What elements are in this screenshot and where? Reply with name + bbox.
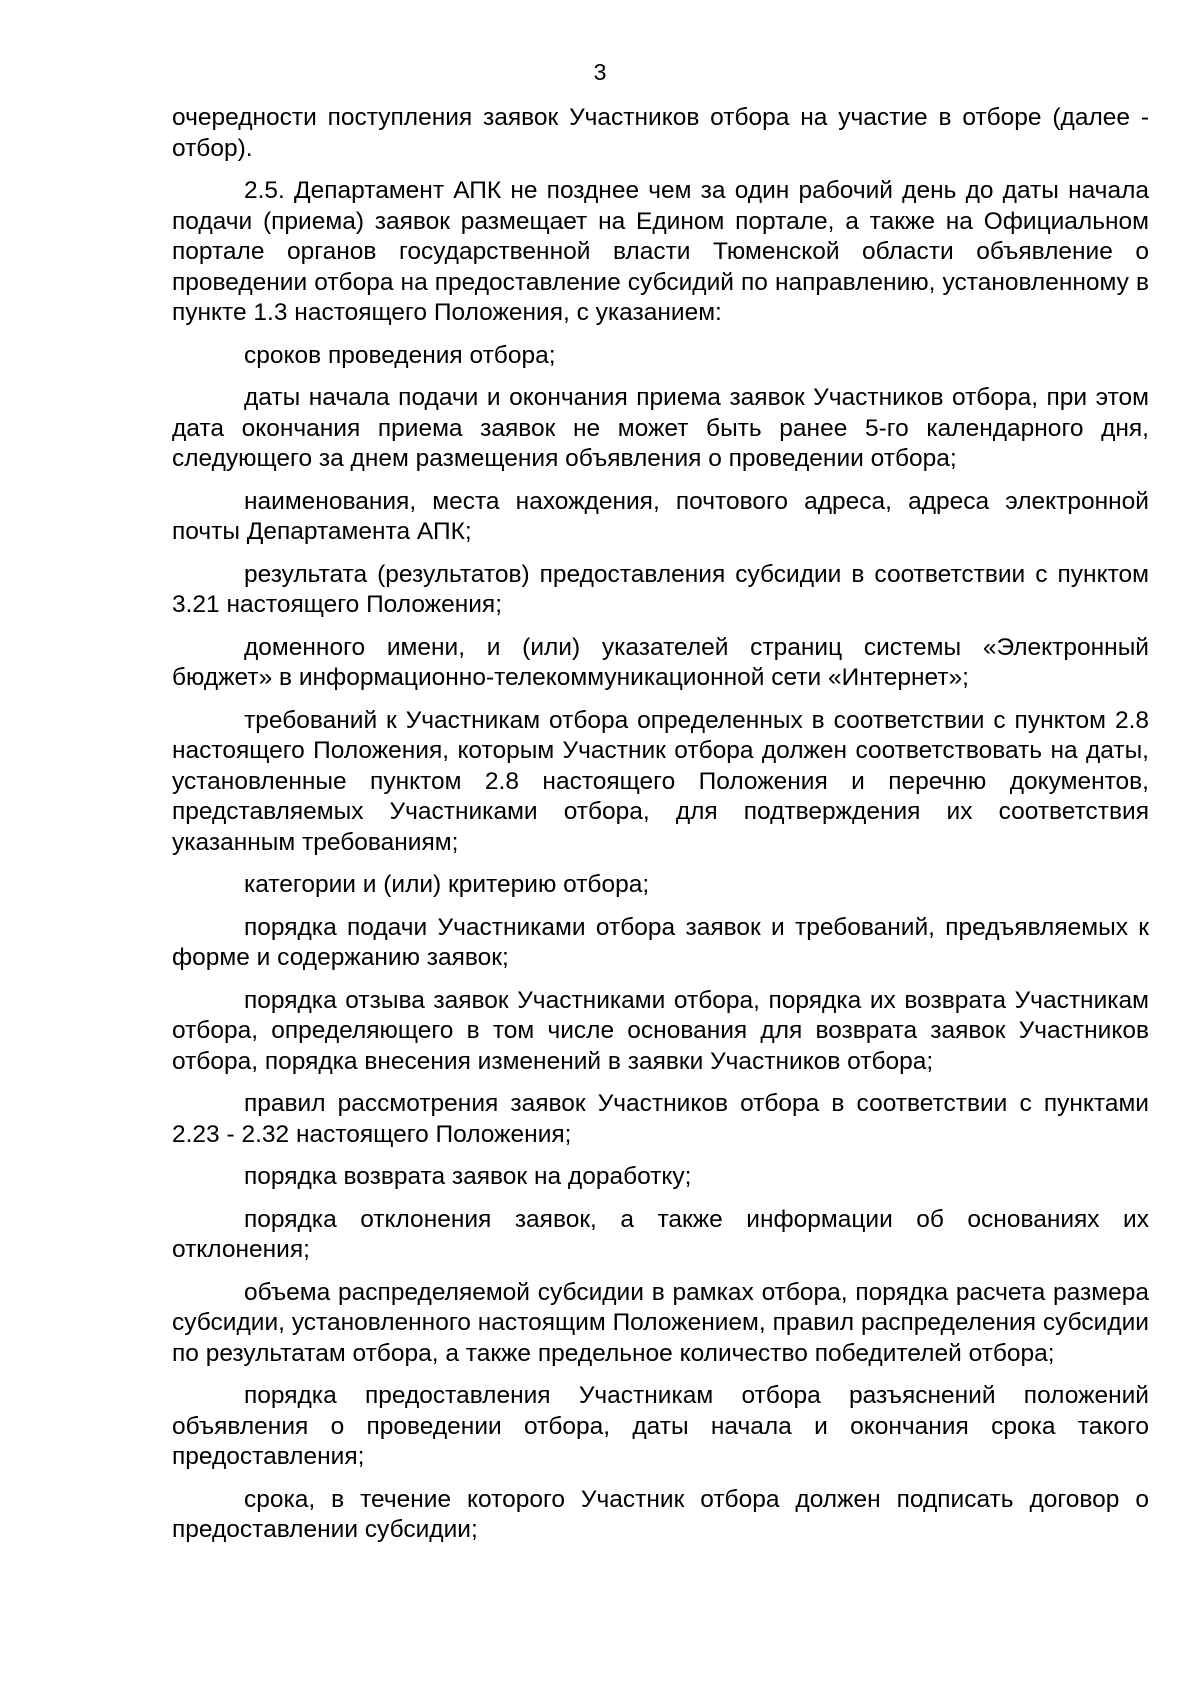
list-item: результата (результатов) предоставления субсидии в соответствии с пунктом 3.21 настоящего Положения;	[172, 560, 1149, 618]
paragraph-section-2-5: 2.5. Департамент АПК не позднее чем за один рабочий день до даты начала подачи (приема) заявок размещает на Едином портале, а также на Официальном портале органов государственной власти Тюменской области объявление о проведении отбора на предоставление субсидий по направлению, установленному в пункте 1.3 настоящего Положения, с указанием:	[172, 177, 1149, 326]
list-item: даты начала подачи и окончания приема заявок Участников отбора, при этом дата окончания приема заявок не может быть ранее 5-го календарного дня, следующего за днем размещения объявления о проведении отбора;	[172, 384, 1149, 472]
list-item: сроков проведения отбора;	[244, 341, 556, 369]
list-item: правил рассмотрения заявок Участников отбора в соответствии с пунктами 2.23 - 2.32 настоящего Положения;	[172, 1090, 1149, 1148]
list-item: срока, в течение которого Участник отбора должен подписать договор о предоставлении субсидии;	[172, 1485, 1149, 1543]
paragraph-continuation: очередности поступления заявок Участников отбора на участие в отборе (далее - отбор).	[172, 104, 1149, 162]
list-item: порядка возврата заявок на доработку;	[244, 1163, 692, 1190]
list-item: порядка отзыва заявок Участниками отбора, порядка их возврата Участникам отбора, определяющего в том числе основания для возврата заявок Участников отбора, порядка внесения изменений в заявки Участников отбора;	[172, 986, 1149, 1075]
list-item: объема распределяемой субсидии в рамках отбора, порядка расчета размера субсидии, установленного настоящим Положением, правил распределения субсидии по результатам отбора, а также предельное количество победителей отбора;	[172, 1278, 1149, 1367]
list-item: требований к Участникам отбора определенных в соответствии с пунктом 2.8 настоящего Положения, которым Участник отбора должен соответствовать на даты, установленные пунктом 2.8 настоящего Положения и перечню документов, представляемых Участниками отбора, для подтверждения их соответствия указанным требованиям;	[172, 706, 1149, 856]
page-number: 3	[593, 59, 607, 85]
list-item: наименования, места нахождения, почтового адреса, адреса электронной почты Департамента АПК;	[172, 487, 1149, 545]
list-item: порядка отклонения заявок, а также информации об основаниях их отклонения;	[172, 1205, 1149, 1263]
list-item: порядка предоставления Участникам отбора разъяснений положений объявления о проведении отбора, даты начала и окончания срока такого предоставления;	[172, 1382, 1149, 1470]
list-item: доменного имени, и (или) указателей страниц системы «Электронный бюджет» в информационно-телекоммуникационной сети «Интернет»;	[172, 633, 1149, 691]
list-item: порядка подачи Участниками отбора заявок и требований, предъявляемых к форме и содержанию заявок;	[172, 913, 1149, 971]
list-item: категории и (или) критерию отбора;	[244, 871, 650, 898]
document-body	[172, 103, 1149, 1558]
